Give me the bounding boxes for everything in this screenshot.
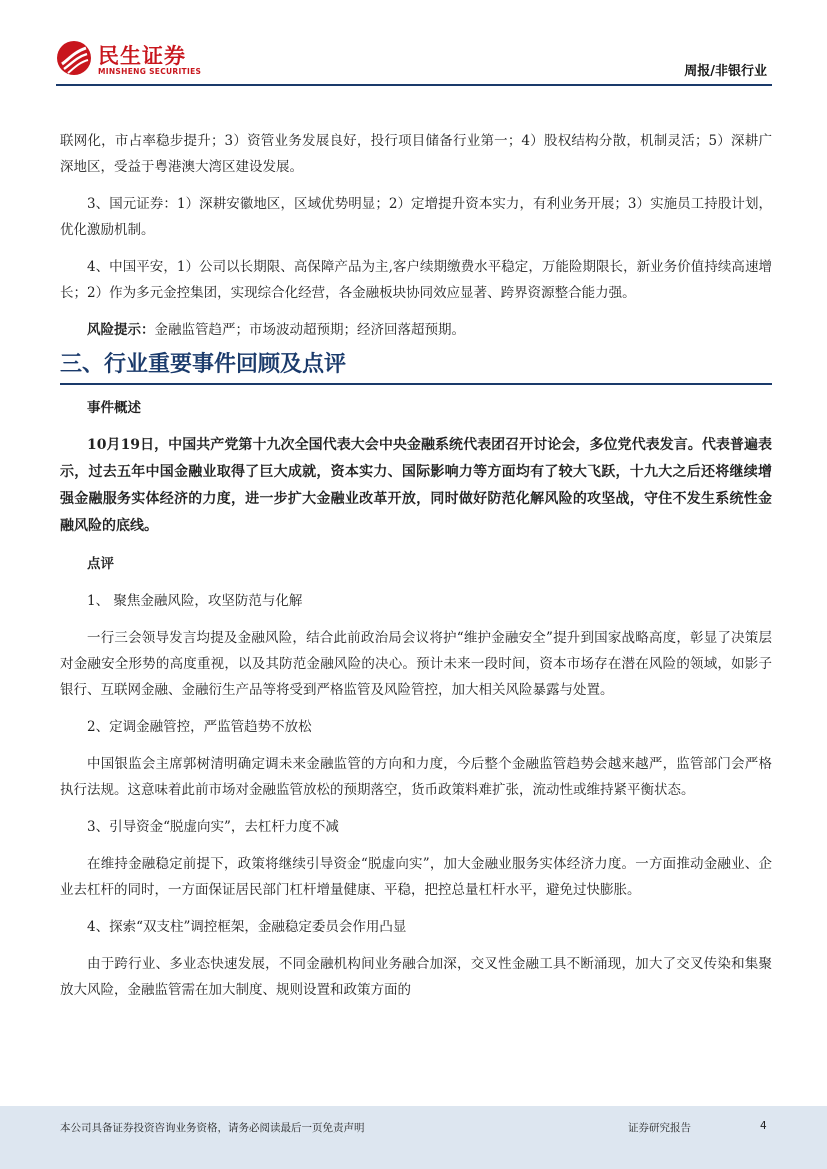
comment-text-2: 中国银监会主席郭树清明确定调未来金融监管的方向和力度，今后整个金融监管趋势会越来越严，监管部门会严格执行法规。这意味着此前市场对金融监管放松的预期落空，货币政策料难扩张，流动性或维持紧平衡状态。 [60,756,772,798]
footer-disclaimer: 本公司具备证券投资咨询业务资格，请务必阅读最后一页免责声明 [60,1122,365,1134]
section-divider [60,383,772,385]
comment-heading-3: 3、引导资金“脱虚向实”，去杠杆力度不减 [87,819,339,835]
minsheng-logo-icon [56,40,92,76]
logo-chinese-name: 民生证券 [98,44,186,68]
event-summary-text: 10月19日，中国共产党第十九次全国代表大会中央金融系统代表团召开讨论会，多位党代表发言。代表普遍表示，过去五年中国金融业取得了巨大成就，资本实力、国际影响力等方面均有了较大飞跃，十九大之后还将继续增强金融服务实体经济的力度，进一步扩大金融业改革开放，同时做好防范化解风险的攻坚战，守住不发生系统性金融风险的底线。 [60,437,772,534]
risk-warning-label: 风险提示： [87,322,155,338]
risk-warning [60,317,772,343]
comment-text-4: 由于跨行业、多业态快速发展，不同金融机构间业务融合加深，交叉性金融工具不断涌现，加大了交叉传染和集聚放大风险，金融监管需在加大制度、规则设置和政策方面的 [60,956,772,998]
page-number: 4 [760,1120,767,1132]
comment-heading-1: 1、 聚焦金融风险，攻坚防范与化解 [87,593,303,609]
page-header [0,0,827,86]
comment-heading-4: 4、探索“双支柱”调控框架，金融稳定委员会作用凸显 [87,919,407,935]
section-title: 三、行业重要事件回顾及点评 [60,351,347,377]
logo-english-name: MINSHENG SECURITIES [98,67,202,76]
paragraph-guoyuan: 3、国元证券：1）深耕安徽地区，区域优势明显；2）定增提升资本实力，有利业务开展；3）实施员工持股计划，优化激励机制。 [60,196,772,238]
header-divider [56,84,772,86]
risk-warning-text: 金融监管趋严；市场波动超预期；经济回落超预期。 [154,322,465,338]
comment-label: 点评 [87,556,114,572]
comment-text-3: 在维持金融稳定前提下，政策将继续引导资金“脱虚向实”，加大金融业服务实体经济力度。一方面推动金融业、企业去杠杆的同时，一方面保证居民部门杠杆增量健康、平稳，把控总量杠杆水平，避免过快膨胀。 [60,856,772,898]
page-footer [0,1106,827,1169]
company-logo [56,40,206,80]
report-type-label: 周报/非银行业 [684,64,767,79]
paragraph-continuation: 联网化，市占率稳步提升；3）资管业务发展良好，投行项目储备行业第一；4）股权结构分散，机制灵活；5）深耕广深地区，受益于粤港澳大湾区建设发展。 [60,133,772,175]
paragraph-pingan: 4、中国平安，1）公司以长期限、高保障产品为主,客户续期缴费水平稳定，万能险期限长，新业务价值持续高速增长；2）作为多元金控集团，实现综合化经营，各金融板块协同效应显著、跨界资源整合能力强。 [60,259,772,301]
document-body [60,128,772,1003]
comment-text-1: 一行三会领导发言均提及金融风险，结合此前政治局会议将护“维护金融安全”提升到国家战略高度，彰显了决策层对金融安全形势的高度重视，以及其防范金融风险的决心。预计未来一段时间，资本市场存在潜在风险的领域，如影子银行、互联网金融、金融衍生产品等将受到严格监管及风险管控，加大相关风险暴露与处置。 [60,630,772,698]
footer-report-label: 证券研究报告 [628,1122,691,1134]
event-summary-label: 事件概述 [87,400,141,416]
comment-heading-2: 2、定调金融管控，严监管趋势不放松 [87,719,312,735]
